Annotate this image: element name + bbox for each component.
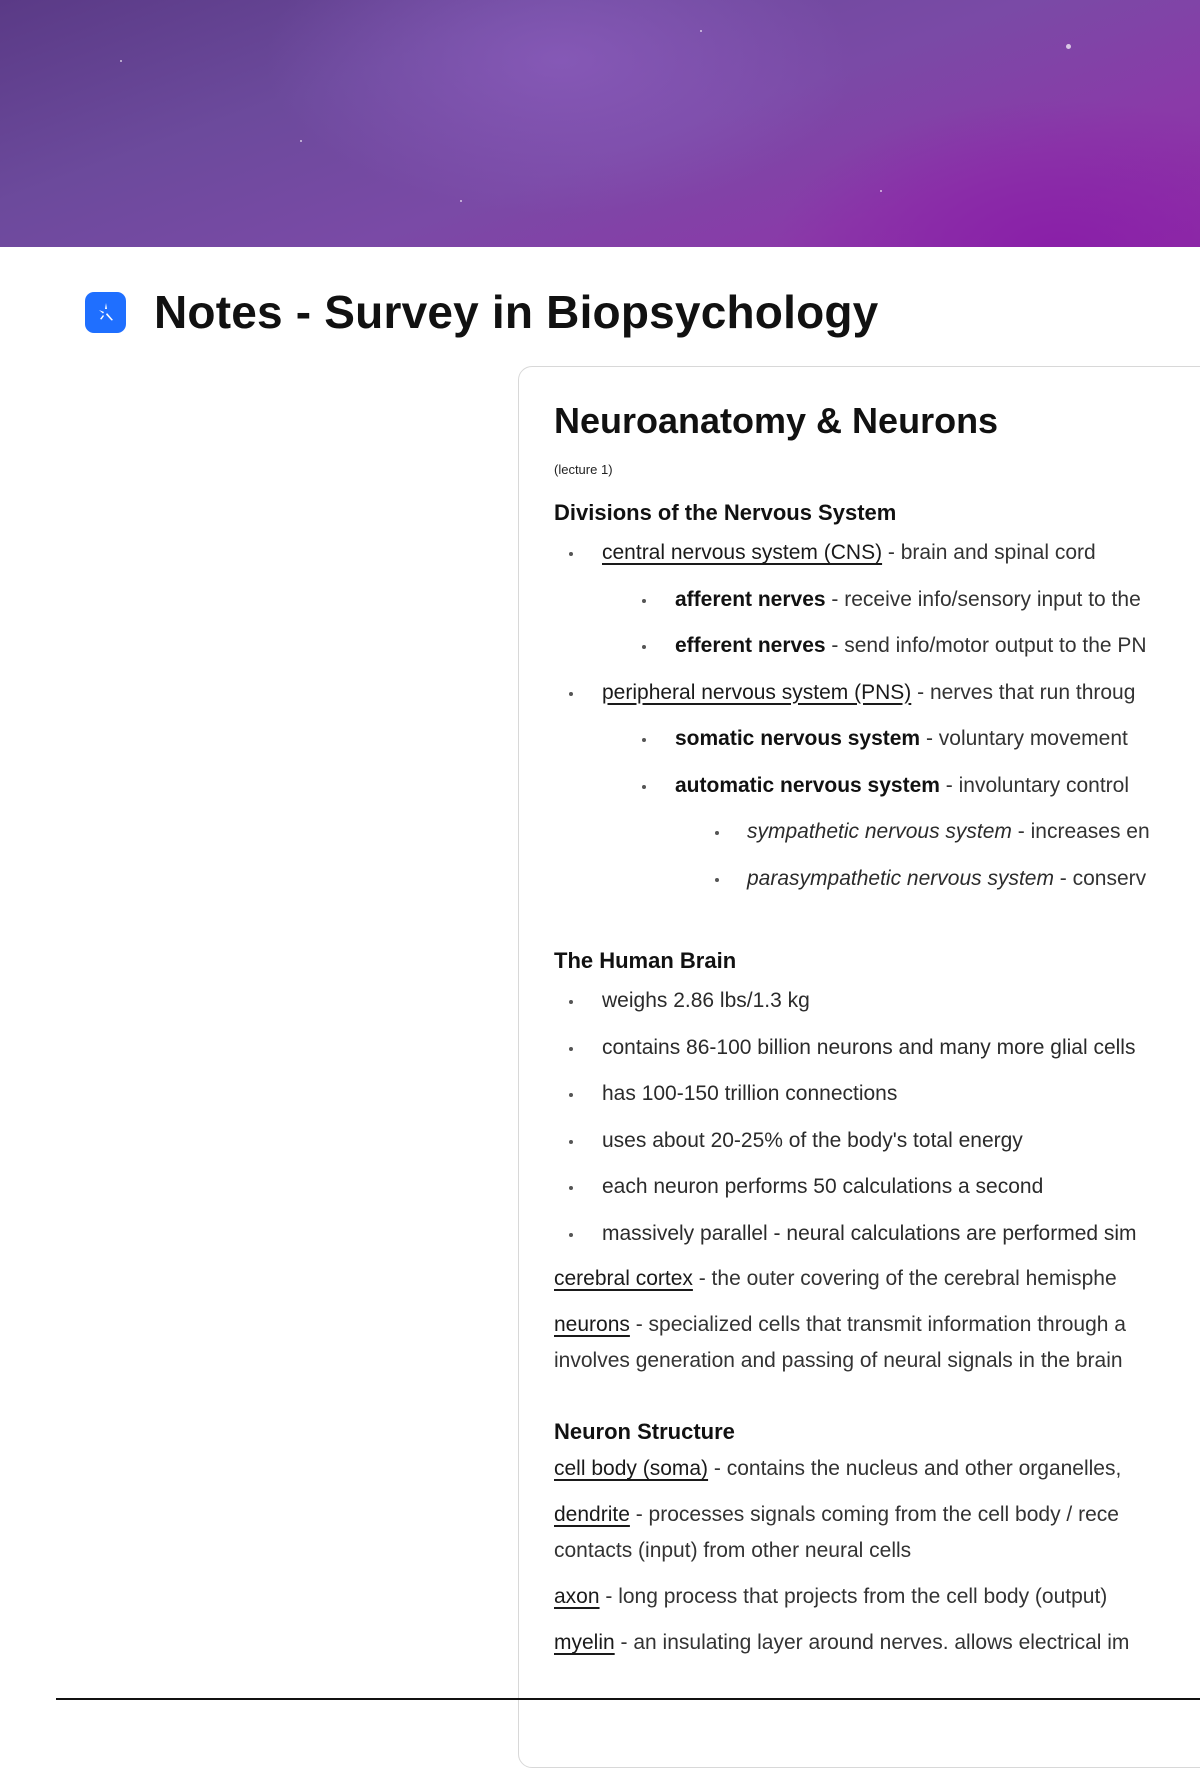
list-item: each neuron performs 50 calculations a second (554, 1164, 1200, 1211)
definition: - nerves that run throug (911, 680, 1136, 704)
definition-continued: involves generation and passing of neural signals in the brain (554, 1349, 1123, 1372)
list-item (554, 623, 1200, 670)
definition: - brain and spinal cord (882, 541, 1096, 564)
list-item (554, 716, 1200, 763)
list-item (554, 577, 1200, 624)
term: sympathetic nervous system (747, 820, 1012, 843)
term: dendrite (554, 1503, 630, 1526)
definition-continued: contacts (input) from other neural cells (554, 1539, 912, 1562)
term: afferent nerves (675, 587, 826, 611)
definition: - the outer covering of the cerebral hemisphe (692, 1267, 1117, 1290)
list-item: has 100-150 trillion connections (554, 1071, 1200, 1118)
definition-paragraph (554, 1307, 1200, 1379)
list-item (554, 670, 1200, 717)
term: automatic nervous system (675, 773, 940, 797)
list-item (554, 809, 1200, 856)
cover-star (460, 200, 462, 202)
brain-facts-list (554, 978, 1200, 1257)
page-title-row (85, 282, 878, 342)
cover-star (300, 140, 302, 142)
notes-app-icon[interactable] (85, 292, 126, 333)
list-item: contains 86-100 billion neurons and many more glial cells (554, 1025, 1200, 1072)
section-heading-brain: The Human Brain (554, 948, 737, 973)
definition: - processes signals coming from the cell body / rece (629, 1503, 1119, 1526)
cover-star (120, 60, 122, 62)
term: somatic nervous system (675, 727, 921, 750)
term: parasympathetic nervous system (747, 866, 1054, 890)
definition: - conserv (1053, 866, 1147, 890)
page-title: Notes - Survey in Biopsychology (154, 286, 879, 338)
term: efferent nerves (675, 634, 826, 657)
definition: - send info/motor output to the PN (825, 634, 1147, 657)
term: central nervous system (CNS) (602, 541, 883, 564)
list-item: weighs 2.86 lbs/1.3 kg (554, 978, 1200, 1025)
divisions-list (554, 530, 1200, 902)
definition: - specialized cells that transmit information through a (629, 1313, 1126, 1336)
document-title: Neuroanatomy & Neurons (554, 400, 999, 441)
list-item (554, 530, 1200, 577)
list-item (554, 856, 1200, 903)
cover-banner (0, 0, 1200, 247)
definition-paragraph (554, 1497, 1200, 1569)
term: peripheral nervous system (PNS) (602, 680, 912, 704)
term: axon (554, 1585, 600, 1608)
definition: - increases en (1011, 820, 1150, 843)
definition: - voluntary movement (920, 727, 1128, 750)
term: neurons (554, 1313, 630, 1336)
cover-star (700, 30, 702, 32)
definition: - receive info/sensory input to the (825, 587, 1141, 611)
pin-icon (94, 300, 118, 324)
cover-star (880, 190, 882, 192)
lecture-note: (lecture 1) (554, 462, 613, 477)
list-item (554, 763, 1200, 810)
section-heading-divisions: Divisions of the Nervous System (554, 500, 897, 525)
definition-paragraph (554, 1261, 1200, 1297)
list-item: massively parallel - neural calculations are performed sim (554, 1211, 1200, 1258)
term: myelin (554, 1631, 615, 1654)
document-content (554, 392, 1200, 1700)
list-item: uses about 20-25% of the body's total energy (554, 1118, 1200, 1165)
definition-paragraph (554, 1451, 1200, 1487)
definition: - involuntary control (939, 773, 1130, 797)
section-heading-structure: Neuron Structure (554, 1419, 735, 1444)
definition: - contains the nucleus and other organelles, (708, 1457, 1122, 1480)
term: cell body (soma) (554, 1457, 709, 1480)
definition-paragraph (554, 1579, 1200, 1615)
definition-paragraph (554, 1625, 1200, 1661)
definition: - an insulating layer around nerves. allows electrical im (614, 1631, 1130, 1654)
cover-star (1066, 44, 1071, 49)
term: cerebral cortex (554, 1267, 693, 1290)
definition: - long process that projects from the cell body (output) (599, 1585, 1108, 1608)
